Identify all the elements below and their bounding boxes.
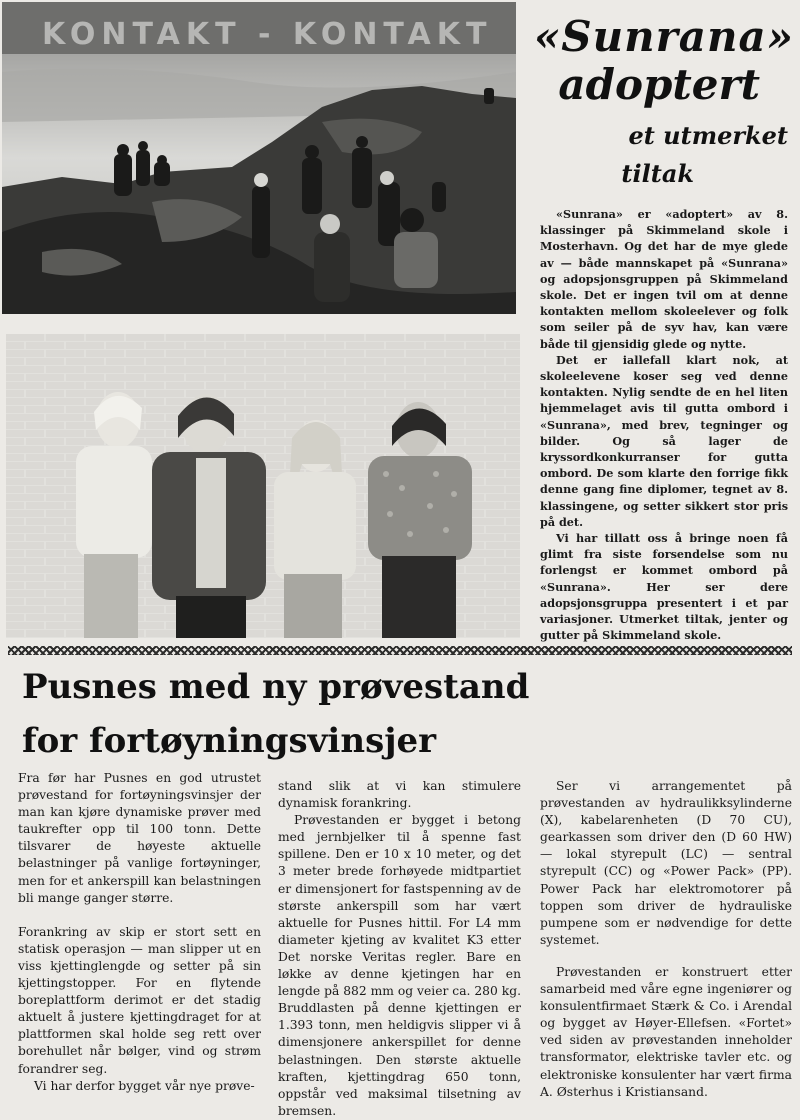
photo-adoption-group [6,334,520,638]
top-paragraph-3: Vi har tillatt oss å bringe noen få glimt fra siste forsendelse som nu forlengst er kommet ombord på «Sunrana». Her ser dere adopsjonsgruppa presentert i et par variasjoner. Utmerket tiltak, jenter og gutter på Skimmeland skole. [540,531,788,643]
bottom-headline-line1: Pusnes med ny prøvestand [22,667,530,707]
article-subtitle-line2: tiltak [621,159,694,188]
bottom-column-3 [540,778,792,1101]
col3-paragraph-2: Prøvestanden er konstruert etter samarbeid med våre egne ingeniører og konsulentfirmaet Stærk & Co. i Arendal og bygget av Høyer-Ellefsen. «Fortet» ved siden av prøvestanden inneholder transformator, elektriske tavler etc. og elektroniske konsulenter har vært firma A. Østerhus i Kristiansand. [540,964,792,1099]
col1-paragraph-3: Vi har derfor bygget vår nye prøve- [34,1078,255,1093]
banner-text: KONTAKT - KONTAKT [42,17,493,52]
article-title-line2: adoptert [558,60,760,109]
col2-paragraph-1: stand slik at vi kan stimulere dynamisk forankring. [278,779,521,811]
top-paragraph-2: Det er iallefall klart nok, at skoleelevene koser seg ved denne kontakten. Nylig sendte de en hel liten hjemmelaget avis til gutta ombord i «Sunrana», med brev, tegninger og bilder. Og så lager de kryssordkonkurranser for gutta ombord. De som klarte den forrige fikk denne gang fine diplomer, tegnet av 8. klassingene, og setter sikkert stor pris på det. [540,352,788,529]
bottom-headline-line2: for fortøyningsvinsjer [22,721,437,761]
col1-paragraph-2: Forankring av skip er stort sett en statisk operasjon — man slipper ut en viss kjettinglengde og setter på sin kjettingstopper. For en flytende boreplattform derimot er det stadig aktuelt å justere kjettingdraget for at plattformen skal holde seg rett over borehullet når bølger, vind og strøm forandrer seg. [18,924,261,1076]
photo-hillside-group [2,2,516,314]
col2-paragraph-2: Prøvestanden er bygget i betong med jernbjelker til å spenne fast spillene. Den er 10 x 10 meter, og det 3 meter brede forhøyede midtpartiet er dimensjonert for fastspenning av de største ankerspill som har vært aktuelle for Pusnes hittil. For L4 mm diameter kjeting av kvalitet K3 etter Det norske Veritas regler. Bare en løkke av denne kjetingen har en lengde på 882 mm og veier ca. 280 kg. Bruddlasten på denne kjettingen er 1.393 tonn, men heldigvis slipper vi å dimensjonere ankerspillet for denne belastningen. Den største aktuelle kraften, kjettingdrag 650 tonn, oppstår ved maksimal tilsetning av bremsen. [278,813,521,1118]
group-photo-graphic [6,334,520,638]
article-title-line1: «Sunrana» [534,12,794,61]
top-article-body [540,206,788,643]
hillside-photo-graphic [2,2,516,314]
col3-paragraph-1: Ser vi arrangementet på prøvestanden av hydraulikksylinderne (X), kabelarenheten (D 70 CU), gearkassen som driver den (D 60 HW) — lokal styrepult (LC) — sentral styrepult (CC) og «Power Pack» (PP). Power Pack har elektromotorer på toppen som driver de hydrauliske pumpene som er nødvendige for dette systemet. [540,779,792,947]
section-divider [8,646,792,655]
bottom-column-2 [278,778,521,1120]
top-paragraph-1: «Sunrana» er «adoptert» av 8. klassinger på Skimmeland skole i Mosterhavn. Og det har de mye glede av — både mannskapet på «Sunrana» og adopsjonsgruppen på Skimmeland skole. Det er ingen tvil om at denne kontakten mellom skoleelever og folk som seiler på de syv hav, kan være både til gjensidig glede og nytte. [540,207,788,351]
bottom-column-1 [18,770,261,1095]
col1-paragraph-1: Fra før har Pusnes en god utrustet prøvestand for fortøyningsvinsjer der man kan kjøre dynamiske prøver med taukrefter opp til 100 tonn. Dette tilsvarer de høyeste aktuelle belastninger på vanlige fortøyninger, men for et ankerspill kan belastningen bli mange ganger større. [18,771,261,905]
article-subtitle-line1: et utmerket [628,121,788,150]
